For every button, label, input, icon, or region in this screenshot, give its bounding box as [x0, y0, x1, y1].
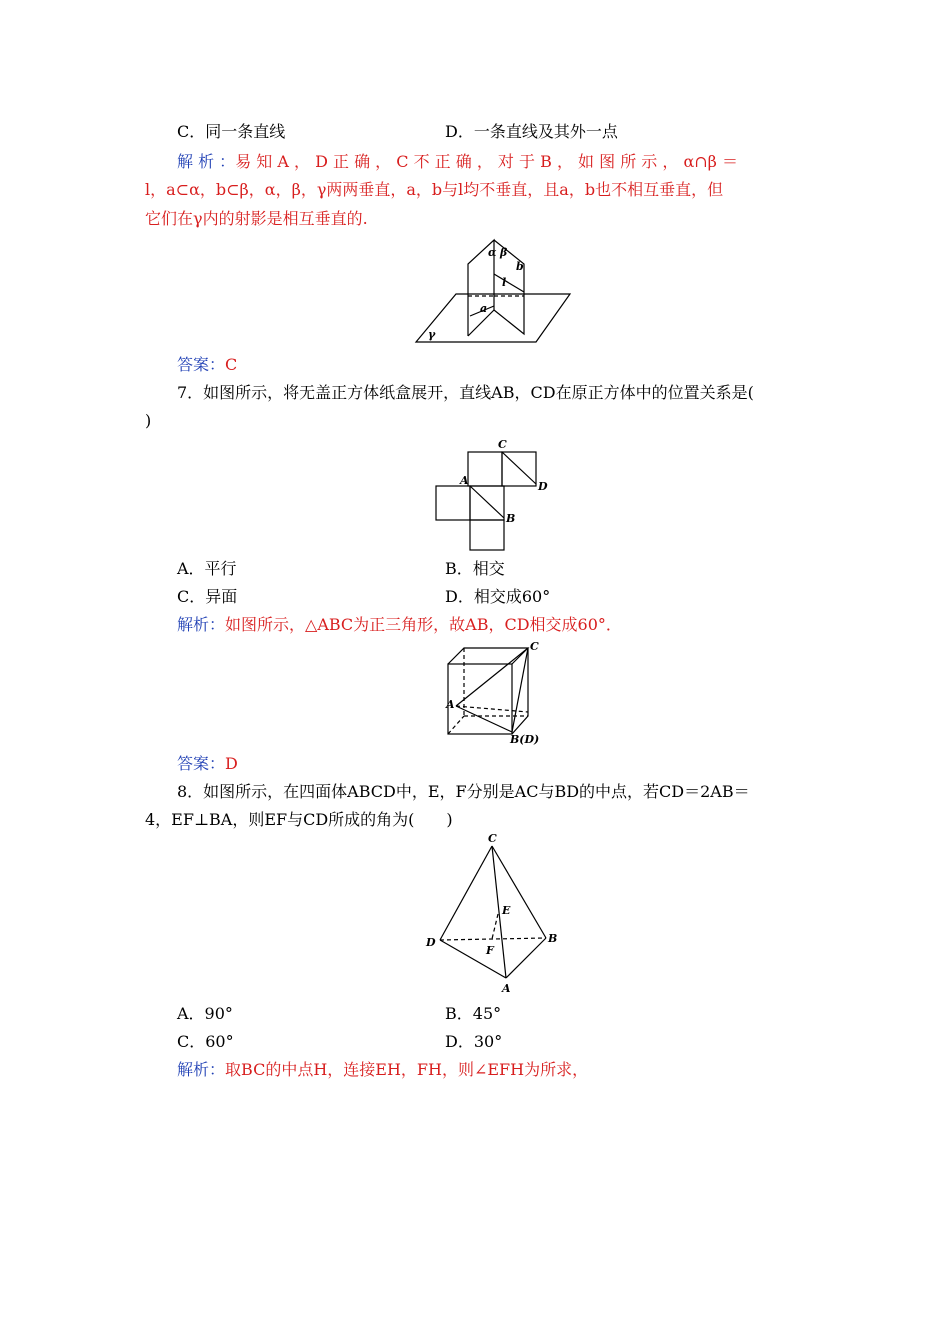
- tet-label-e: E: [502, 904, 511, 917]
- analysis-label: 解 析 ：: [177, 152, 236, 171]
- q8-option-b: B．45°: [445, 1004, 502, 1023]
- q6-planes-figure: [412, 234, 574, 346]
- q7-option-a: A．平行: [177, 559, 237, 578]
- q7-option-b: B．相交: [445, 559, 505, 578]
- q6-option-c: C．同一条直线: [177, 122, 286, 141]
- answer-value: C: [225, 355, 238, 374]
- q8-analysis: [177, 1060, 588, 1080]
- q6-analysis-line1: [177, 152, 738, 172]
- q6-answer: [177, 355, 237, 375]
- q8-stem-line2: 4，EF⊥BA，则EF与CD所成的角为( ): [145, 810, 453, 829]
- label-beta: β: [500, 246, 508, 259]
- answer-label: 答案：: [177, 355, 226, 374]
- answer-value: D: [225, 754, 238, 773]
- net-label-c: C: [498, 438, 507, 451]
- label-b: b: [516, 260, 524, 273]
- cube-label-a: A: [446, 698, 455, 711]
- q7-net-figure: [432, 434, 556, 554]
- q7-answer: [177, 754, 238, 774]
- net-label-b: B: [506, 512, 516, 525]
- cube-label-bd: B(D): [510, 733, 540, 746]
- q8-option-d: D．30°: [445, 1032, 503, 1051]
- q6-option-d: D．一条直线及其外一点: [445, 122, 618, 141]
- analysis-text: 如图所示，△ABC为正三角形，故AB，CD相交成60°．: [225, 615, 622, 634]
- label-alpha: α: [488, 246, 497, 259]
- q8-tetrahedron-figure: [420, 832, 570, 1000]
- q7-cube-figure: [442, 640, 542, 746]
- cube-label-c: C: [530, 640, 539, 653]
- tet-label-a: A: [502, 982, 511, 995]
- q7-stem-line2: ): [145, 411, 152, 430]
- q7-option-c: C．异面: [177, 587, 238, 606]
- q6-analysis-line3: 它们在γ内的射影是相互垂直的.: [145, 209, 368, 228]
- net-label-d: D: [538, 480, 548, 493]
- analysis-text: 取BC的中点H，连接EH，FH，则∠EFH为所求，: [225, 1060, 589, 1079]
- q7-analysis: [177, 615, 622, 635]
- label-a: a: [480, 302, 488, 315]
- label-gamma: γ: [428, 328, 436, 341]
- q6-analysis-line2: l，a⊂α，b⊂β，α，β，γ两两垂直，a，b与l均不垂直，且a，b也不相互垂直，但: [145, 180, 724, 199]
- q8-option-c: C．60°: [177, 1032, 234, 1051]
- tet-label-d: D: [426, 936, 436, 949]
- q7-stem-line1: 7．如图所示，将无盖正方体纸盒展开，直线AB，CD在原正方体中的位置关系是(: [177, 383, 754, 402]
- tet-label-b: B: [548, 932, 558, 945]
- analysis-label: 解析：: [177, 615, 226, 634]
- answer-label: 答案：: [177, 754, 226, 773]
- label-l: l: [502, 276, 507, 289]
- analysis-text: 易 知 A ， D 正 确 ， C 不 正 确 ， 对 于 B ， 如 图 所 示 ， α∩β ＝: [235, 152, 739, 171]
- q7-option-d: D．相交成60°: [445, 587, 551, 606]
- q8-stem-line1: 8．如图所示，在四面体ABCD中，E，F分别是AC与BD的中点，若CD＝2AB＝: [177, 782, 750, 801]
- tet-label-c: C: [488, 832, 497, 845]
- q8-option-a: A．90°: [177, 1004, 233, 1023]
- tet-label-f: F: [486, 944, 494, 957]
- net-label-a: A: [460, 474, 469, 487]
- analysis-label: 解析：: [177, 1060, 226, 1079]
